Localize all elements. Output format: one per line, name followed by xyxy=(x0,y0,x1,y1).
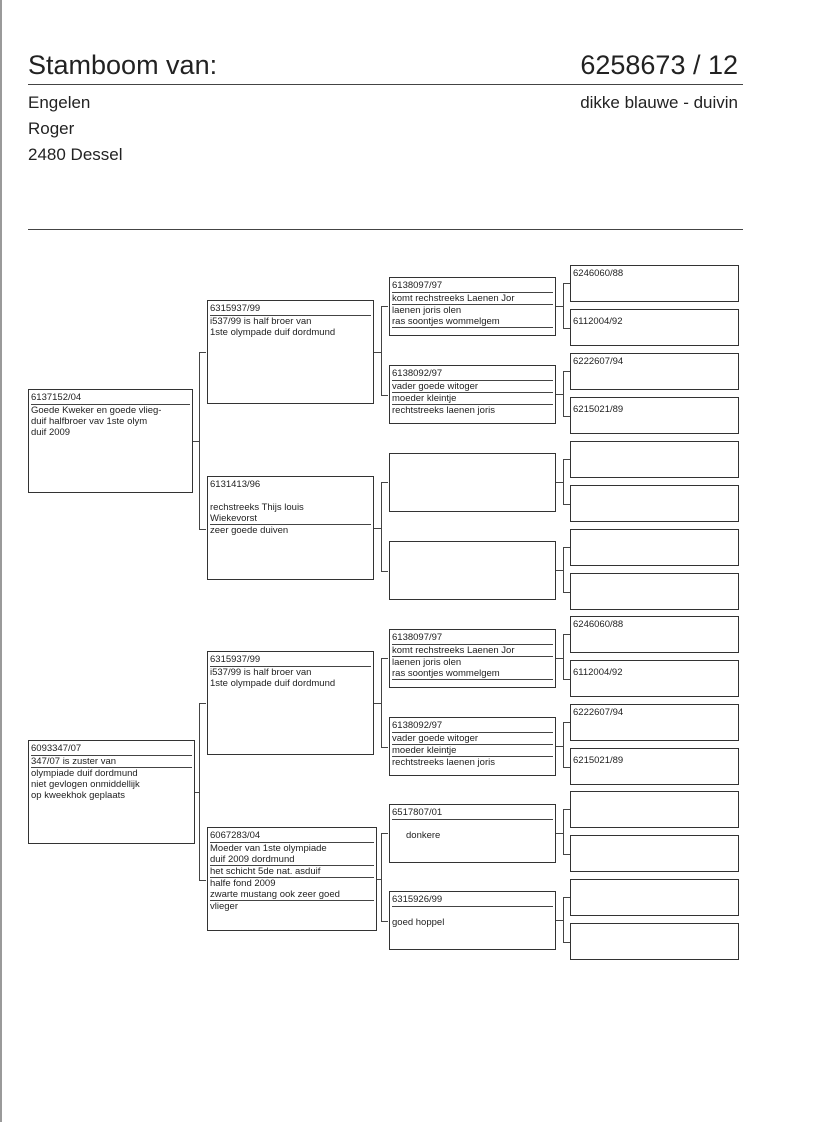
ring-number: 6112004/92 xyxy=(573,316,623,327)
note-line: Wiekevorst xyxy=(210,513,371,525)
note-line: niet gevlogen onmiddellijk xyxy=(31,779,140,790)
connector-bracket xyxy=(563,809,570,855)
ring-number: 6215021/89 xyxy=(573,404,624,415)
pedigree-box-gen4-14 xyxy=(570,835,739,872)
connector-stub xyxy=(374,703,382,704)
connector-stub xyxy=(195,792,200,793)
pedigree-box-gen4-10 xyxy=(570,660,739,697)
connector-stub xyxy=(556,658,564,659)
note-line: i537/99 is half broer van xyxy=(210,316,312,327)
note-line: vlieger xyxy=(210,901,238,912)
note-line: duif 2009 xyxy=(31,427,71,438)
pedigree-box-fm-dam xyxy=(389,541,556,600)
pedigree-box-gen4-16 xyxy=(570,923,739,960)
ring-number: 6093347/07 xyxy=(31,743,192,756)
ring-number: 6067283/04 xyxy=(210,830,374,843)
connector-bracket xyxy=(563,897,570,943)
note-line: vader goede witoger xyxy=(392,381,553,393)
note-line: rechtstreeks laenen joris xyxy=(392,757,495,768)
owner-first-name: Roger xyxy=(28,119,75,138)
ring-number: 6315937/99 xyxy=(210,654,371,667)
connector-stub xyxy=(193,441,200,442)
note-line: moeder kleintje xyxy=(392,393,553,405)
note-line: 1ste olympade duif dordmund xyxy=(210,678,336,689)
connector-bracket xyxy=(563,371,570,417)
pigeon-ring-number: 6258673 / 12 xyxy=(580,50,738,80)
pedigree-box-mf-dam xyxy=(389,717,556,776)
section-divider xyxy=(28,229,743,230)
page-title: Stamboom van: xyxy=(28,50,218,80)
note-line: laenen joris olen xyxy=(392,657,462,668)
header-divider xyxy=(28,84,743,85)
note-line: zwarte mustang ook zeer goed xyxy=(210,889,374,901)
connector-stub xyxy=(374,528,382,529)
ring-number: 6131413/96 xyxy=(210,479,261,490)
pedigree-box-father-dam xyxy=(207,476,374,580)
connector-bracket xyxy=(381,306,388,396)
ring-number: 6246060/88 xyxy=(573,619,624,630)
connector-stub xyxy=(556,920,564,921)
pedigree-box-ff-sire xyxy=(389,277,556,336)
connector-bracket xyxy=(199,703,206,881)
pedigree-box-gen4-7 xyxy=(570,529,739,566)
pedigree-box-gen4-1 xyxy=(570,265,739,302)
pedigree-box-gen4-8 xyxy=(570,573,739,610)
pedigree-box-mm-sire xyxy=(389,804,556,863)
pedigree-box-mother-dam xyxy=(207,827,377,931)
connector-bracket xyxy=(199,352,206,530)
ring-number: 6138097/97 xyxy=(392,632,553,645)
connector-bracket xyxy=(563,547,570,593)
ring-number: 6315926/99 xyxy=(392,894,553,907)
ring-number: 6246060/88 xyxy=(573,268,624,279)
note-line: 347/07 is zuster van xyxy=(31,756,192,768)
pedigree-box-ff-dam xyxy=(389,365,556,424)
note-line: het schicht 5de nat. asduif xyxy=(210,866,374,878)
pedigree-box-mother xyxy=(28,740,195,844)
connector-bracket xyxy=(563,722,570,768)
pedigree-box-father-sire xyxy=(207,300,374,404)
pedigree-box-gen4-11 xyxy=(570,704,739,741)
note-line: olympiade duif dordmund xyxy=(31,768,138,779)
note-line: duif halfbroer vav 1ste olym xyxy=(31,416,148,427)
pedigree-box-gen4-4 xyxy=(570,397,739,434)
pedigree-box-mm-dam xyxy=(389,891,556,950)
connector-stub xyxy=(556,746,564,747)
ring-number: 6137152/04 xyxy=(31,392,190,405)
note-line: komt rechstreeks Laenen Jor xyxy=(392,645,553,657)
note-line: rechstreeks Thijs louis xyxy=(210,502,304,513)
connector-bracket xyxy=(563,283,570,329)
ring-number: 6222607/94 xyxy=(573,356,624,367)
ring-number: 6112004/92 xyxy=(573,667,623,678)
pedigree-box-gen4-15 xyxy=(570,879,739,916)
owner-name: Engelen xyxy=(28,93,91,112)
note-line: rechtstreeks laenen joris xyxy=(392,405,495,416)
connector-bracket xyxy=(381,482,388,572)
pedigree-box-gen4-9 xyxy=(570,616,739,653)
pedigree-box-gen4-12 xyxy=(570,748,739,785)
connector-stub xyxy=(374,352,382,353)
pedigree-box-gen4-13 xyxy=(570,791,739,828)
pedigree-box-father xyxy=(28,389,193,493)
connector-stub xyxy=(556,833,564,834)
pedigree-box-gen4-2 xyxy=(570,309,739,346)
note-line: zeer goede duiven xyxy=(210,525,289,536)
ring-number: 6138092/97 xyxy=(392,720,553,733)
note-line: ras soontjes wommelgem xyxy=(392,316,553,328)
note-line: Moeder van 1ste olympiade xyxy=(210,843,327,854)
note-line: goed hoppel xyxy=(392,917,445,928)
owner-address: 2480 Dessel xyxy=(28,145,123,164)
note-line: ras soontjes wommelgem xyxy=(392,668,553,680)
ring-number: 6222607/94 xyxy=(573,707,624,718)
note-line: Goede Kweker en goede vlieg- xyxy=(31,405,162,416)
connector-stub xyxy=(556,306,564,307)
connector-bracket xyxy=(563,459,570,505)
ring-number: 6517807/01 xyxy=(392,807,553,820)
pigeon-description: dikke blauwe - duivin xyxy=(580,93,738,112)
note-line: duif 2009 dordmund xyxy=(210,854,374,866)
pedigree-box-gen4-6 xyxy=(570,485,739,522)
connector-stub xyxy=(377,879,382,880)
ring-number: 6138092/97 xyxy=(392,368,553,381)
pedigree-box-mother-sire xyxy=(207,651,374,755)
pedigree-box-gen4-5 xyxy=(570,441,739,478)
note-line: laenen joris olen xyxy=(392,305,462,316)
ring-number: 6138097/97 xyxy=(392,280,553,293)
ring-number: 6315937/99 xyxy=(210,303,371,316)
note-line: 1ste olympade duif dordmund xyxy=(210,327,336,338)
connector-stub xyxy=(556,570,564,571)
connector-stub xyxy=(556,482,564,483)
connector-bracket xyxy=(563,634,570,680)
note-line: moeder kleintje xyxy=(392,745,553,757)
pedigree-box-mf-sire xyxy=(389,629,556,688)
connector-bracket xyxy=(381,833,388,922)
connector-bracket xyxy=(381,658,388,748)
page-edge xyxy=(0,0,2,1122)
connector-stub xyxy=(556,394,564,395)
note-line: op kweekhok geplaats xyxy=(31,790,126,801)
pedigree-box-gen4-3 xyxy=(570,353,739,390)
note-line: vader goede witoger xyxy=(392,733,553,745)
ring-number: 6215021/89 xyxy=(573,755,624,766)
note-line: donkere xyxy=(406,830,441,841)
note-line: halfe fond 2009 xyxy=(210,878,276,889)
pedigree-box-fm-sire xyxy=(389,453,556,512)
note-line: i537/99 is half broer van xyxy=(210,667,312,678)
note-line: komt rechstreeks Laenen Jor xyxy=(392,293,553,305)
